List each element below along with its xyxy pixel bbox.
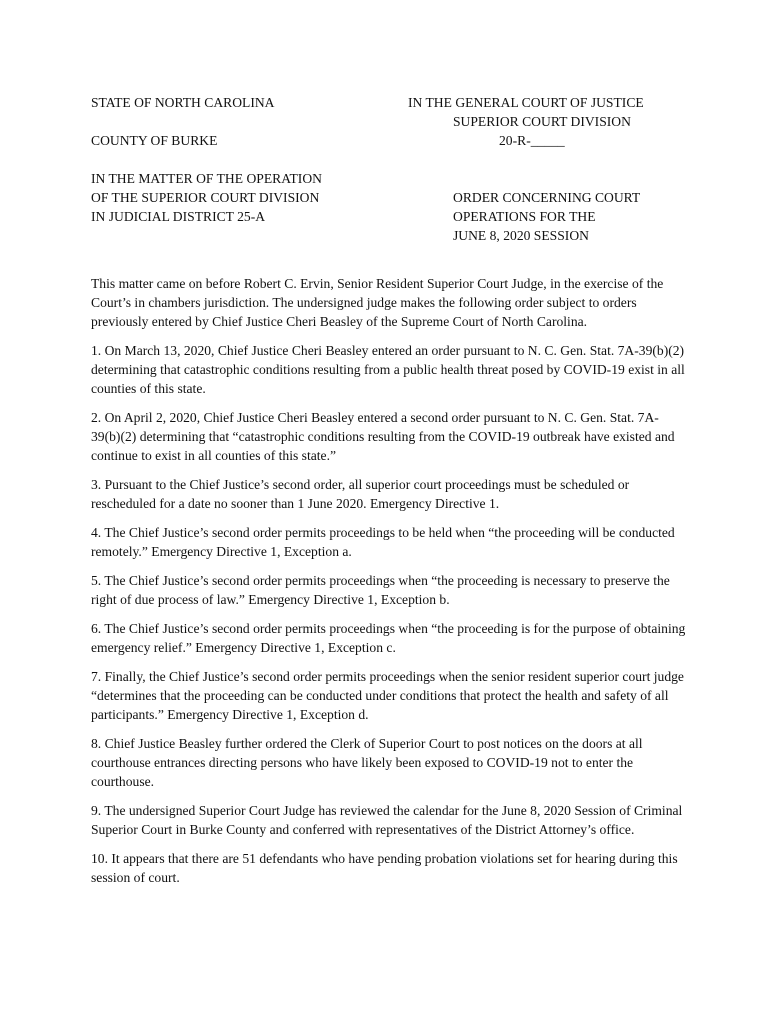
numbered-paragraph: 5. The Chief Justice’s second order permits proceedings when “the proceeding is necessary to preserve the right of due process of law.” Emergency Directive 1, Exception b. [91,573,670,607]
numbered-paragraph: 7. Finally, the Chief Justice’s second order permits proceedings when the senior resident superior court judge “determines that the proceeding can be conducted under conditions that protect the health and safety of all participants.” Emergency Directive 1, Exception d. [91,669,684,722]
state-heading: STATE OF NORTH CAROLINA [91,95,275,110]
order-title-line: OPERATIONS FOR THE [453,209,596,224]
court-line: SUPERIOR COURT DIVISION [453,114,631,129]
matter-line: IN THE MATTER OF THE OPERATION [91,171,322,186]
numbered-paragraph: 10. It appears that there are 51 defendants who have pending probation violations set for hearing during this session of court. [91,851,678,885]
matter-line: OF THE SUPERIOR COURT DIVISION [91,190,320,205]
order-title-line: ORDER CONCERNING COURT [453,190,641,205]
matter-line: IN JUDICIAL DISTRICT 25-A [91,209,266,224]
numbered-paragraph: 1. On March 13, 2020, Chief Justice Cheri Beasley entered an order pursuant to N. C. Gen. Stat. 7A-39(b)(2) determining that catastrophic conditions resulting from a public health threat posed by COVID-19 exist in all counties of this state. [91,343,685,396]
numbered-paragraph: 2. On April 2, 2020, Chief Justice Cheri Beasley entered a second order pursuant to N. C. Gen. Stat. 7A-39(b)(2) determining that “catastrophic conditions resulting from the COVID-19 outbreak have existed and continue to exist in all counties of this state.” [91,410,675,463]
numbered-paragraph: 6. The Chief Justice’s second order permits proceedings when “the proceeding is for the purpose of obtaining emergency relief.” Emergency Directive 1, Exception c. [91,621,686,655]
numbered-paragraph: 9. The undersigned Superior Court Judge has reviewed the calendar for the June 8, 2020 Session of Criminal Superior Court in Burke County and conferred with representatives of the District Attorney’s office. [91,803,683,837]
court-line: IN THE GENERAL COURT OF JUSTICE [408,95,644,110]
order-body [91,274,687,897]
county-heading: COUNTY OF BURKE [91,133,218,148]
intro-paragraph: This matter came on before Robert C. Ervin, Senior Resident Superior Court Judge, in the exercise of the Court’s in chambers jurisdiction. The undersigned judge makes the following order subject to orders previously entered by Chief Justice Cheri Beasley of the Supreme Court of North Carolina. [91,276,664,329]
numbered-paragraph: 3. Pursuant to the Chief Justice’s second order, all superior court proceedings must be scheduled or rescheduled for a date no sooner than 1 June 2020. Emergency Directive 1. [91,477,630,511]
case-number: 20-R-_____ [499,133,565,148]
order-title-line: JUNE 8, 2020 SESSION [453,228,589,243]
numbered-paragraph: 8. Chief Justice Beasley further ordered the Clerk of Superior Court to post notices on the doors at all courthouse entrances directing persons who have likely been exposed to COVID-19 not to enter the courthouse. [91,736,643,789]
numbered-paragraph: 4. The Chief Justice’s second order permits proceedings to be held when “the proceeding will be conducted remotely.” Emergency Directive 1, Exception a. [91,525,675,559]
